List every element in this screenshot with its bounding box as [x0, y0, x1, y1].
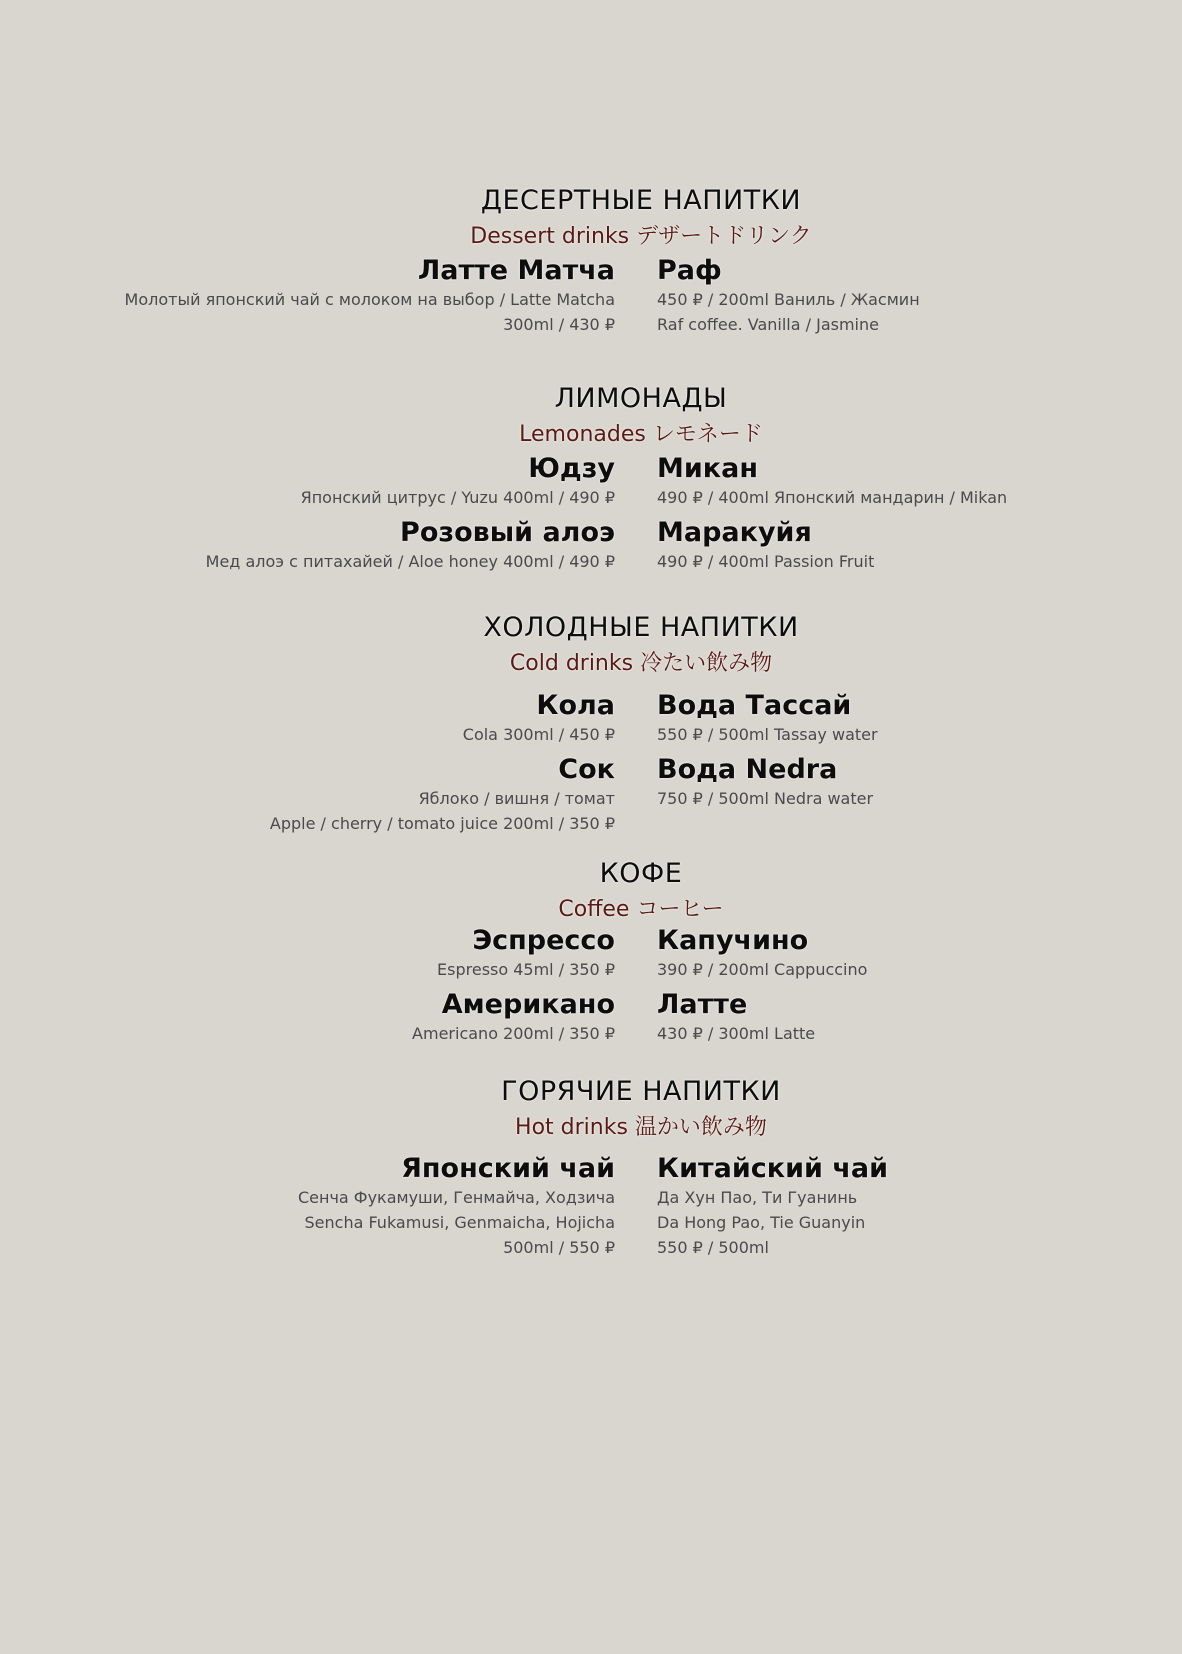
section-subtitle: Cold drinks 冷たい飲み物: [509, 651, 773, 676]
item-description: Японский цитрус / Yuzu 400ml / 490 ₽: [300, 488, 615, 507]
item-name: Эспрессо: [472, 925, 615, 956]
item-description: Да Хун Пао, Ти Гуанинь: [657, 1188, 858, 1207]
item-description: 430 ₽ / 300ml Latte: [657, 1024, 816, 1043]
item-description: 750 ₽ / 500ml Nedra water: [657, 789, 874, 808]
section-title: ГОРЯЧИЕ НАПИТКИ: [501, 1076, 781, 1107]
item-name: Розовый алоэ: [400, 517, 615, 548]
item-name: Юдзу: [528, 453, 615, 484]
item-description: 490 ₽ / 400ml Passion Fruit: [657, 552, 875, 571]
menu-item: [657, 754, 873, 811]
item-price: 550 ₽ / 500ml: [657, 1238, 769, 1257]
item-name: Маракуйя: [657, 517, 812, 548]
item-description: 390 ₽ / 200ml Cappuccino: [657, 960, 868, 979]
item-description: Da Hong Pao, Tie Guanyin: [657, 1213, 866, 1232]
menu-item: [657, 989, 815, 1046]
item-description: Яблоко / вишня / томат: [418, 789, 615, 808]
item-name: Китайский чай: [657, 1153, 889, 1184]
menu-item: [657, 1153, 888, 1260]
menu-item: [206, 517, 615, 574]
menu-item: [301, 453, 615, 510]
menu-item: [657, 925, 867, 982]
section-title: ХОЛОДНЫЕ НАПИТКИ: [483, 612, 799, 643]
menu-item: [657, 255, 920, 337]
item-description: Cola 300ml / 450 ₽: [462, 725, 615, 744]
item-price: 450 ₽ / 200ml Ваниль / Жасмин: [657, 290, 920, 309]
item-price: 500ml / 550 ₽: [503, 1238, 615, 1257]
menu-item: [657, 690, 878, 747]
item-name: Сок: [558, 754, 615, 785]
menu-item: [298, 1153, 615, 1260]
menu-item: [125, 255, 615, 337]
menu-item: [657, 517, 874, 574]
item-price: 300ml / 430 ₽: [503, 315, 615, 334]
section-title: КОФЕ: [599, 858, 683, 889]
menu-item: [657, 453, 1007, 510]
item-name: Латте: [657, 989, 748, 1020]
section-subtitle: Lemonades レモネード: [519, 422, 763, 447]
section-subtitle: Coffee コーヒー: [558, 897, 724, 922]
item-description: Apple / cherry / tomato juice 200ml / 350 ₽: [269, 814, 615, 833]
item-description: Sencha Fukamusi, Genmaicha, Hojicha: [304, 1213, 615, 1232]
section-subtitle: Dessert drinks デザートドリンク: [470, 224, 812, 249]
item-name: Вода Тассай: [657, 690, 852, 721]
item-description: Americano 200ml / 350 ₽: [412, 1024, 615, 1043]
item-name: Вода Nedra: [657, 754, 838, 785]
menu-item: [463, 690, 615, 747]
section-title: ЛИМОНАДЫ: [554, 383, 728, 414]
section-title: ДЕСЕРТНЫЕ НАПИТКИ: [480, 185, 802, 216]
item-description: Мед алоэ с питахайей / Aloe honey 400ml / 490 ₽: [205, 552, 615, 571]
menu-item: [437, 925, 615, 982]
item-description: 550 ₽ / 500ml Tassay water: [657, 725, 878, 744]
item-description: Raf coffee. Vanilla / Jasmine: [657, 315, 879, 334]
item-name: Капучино: [657, 925, 809, 956]
item-name: Раф: [657, 255, 722, 286]
item-name: Микан: [657, 453, 758, 484]
item-description: 490 ₽ / 400ml Японский мандарин / Mikan: [657, 488, 1008, 507]
item-name: Латте Матча: [417, 255, 615, 286]
item-name: Кола: [536, 690, 615, 721]
item-name: Американо: [441, 989, 615, 1020]
item-description: Сенча Фукамуши, Генмайча, Ходзича: [297, 1188, 615, 1207]
section-subtitle: Hot drinks 温かい飲み物: [515, 1115, 767, 1140]
menu-item: [412, 989, 615, 1046]
item-name: Японский чай: [401, 1153, 615, 1184]
item-description: Молотый японский чай с молоком на выбор / Latte Matcha: [124, 290, 615, 309]
item-description: Espresso 45ml / 350 ₽: [437, 960, 615, 979]
menu-item: [270, 754, 615, 836]
